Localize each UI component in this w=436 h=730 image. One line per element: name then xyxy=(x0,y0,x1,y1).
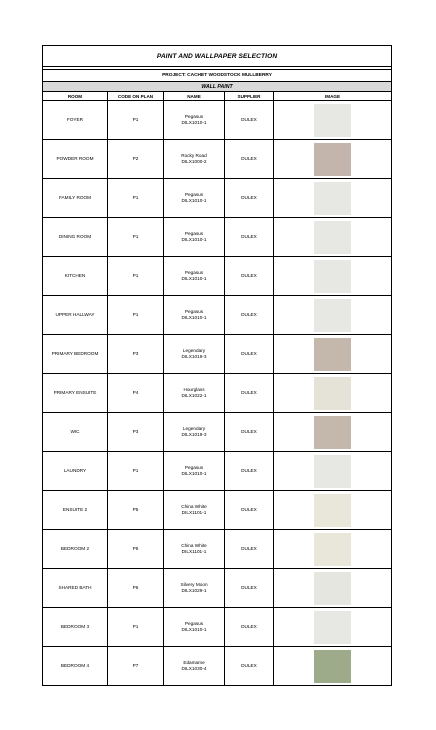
table-row xyxy=(43,452,391,491)
image-cell xyxy=(274,335,391,373)
room-cell: FOYER xyxy=(43,101,108,139)
code-cell: P3 xyxy=(108,335,164,373)
room-cell: WIC xyxy=(43,413,108,451)
code-cell: P3 xyxy=(108,413,164,451)
image-cell xyxy=(274,140,391,178)
project-name: PROJECT: CACHET WOODSTOCK MULLBERRY xyxy=(43,69,391,82)
paint-swatch xyxy=(314,494,351,527)
code-cell: P1 xyxy=(108,608,164,646)
supplier-cell: DULEX xyxy=(225,296,274,334)
paint-name: Legendary xyxy=(182,348,206,354)
table-row xyxy=(43,140,391,179)
paint-name-cell xyxy=(164,140,225,178)
supplier-cell: DULEX xyxy=(225,413,274,451)
paint-product-code: DILX1010-1 xyxy=(181,315,207,320)
table-row xyxy=(43,101,391,140)
paint-swatch xyxy=(314,182,351,215)
code-cell: P5 xyxy=(108,491,164,529)
image-cell xyxy=(274,179,391,217)
paint-product-code: DILX1010-1 xyxy=(181,237,207,242)
paint-swatch xyxy=(314,416,351,449)
room-cell: BEDROOM 3 xyxy=(43,608,108,646)
supplier-cell: DULEX xyxy=(225,101,274,139)
table-body xyxy=(43,101,391,686)
paint-product-code: DILX1010-1 xyxy=(181,471,207,476)
paint-name: Hourglass xyxy=(183,387,205,393)
paint-product-code: DILX1030-4 xyxy=(181,666,207,671)
room-cell: ENSUITE 2 xyxy=(43,491,108,529)
column-header-room: ROOM xyxy=(43,92,108,100)
image-cell xyxy=(274,257,391,295)
table-row xyxy=(43,179,391,218)
room-cell: LAUNDRY xyxy=(43,452,108,490)
image-cell xyxy=(274,296,391,334)
table-row xyxy=(43,647,391,686)
room-cell: FAMILY ROOM xyxy=(43,179,108,217)
image-cell xyxy=(274,608,391,646)
paint-swatch xyxy=(314,533,351,566)
paint-name-cell xyxy=(164,257,225,295)
supplier-cell: DULEX xyxy=(225,530,274,568)
paint-swatch xyxy=(314,143,351,176)
table-row xyxy=(43,335,391,374)
room-cell: SHARED BATH xyxy=(43,569,108,607)
table-header xyxy=(43,92,391,101)
paint-product-code: DILX1010-1 xyxy=(181,276,207,281)
paint-selection-sheet xyxy=(42,45,392,686)
table-row xyxy=(43,218,391,257)
room-cell: BEDROOM 2 xyxy=(43,530,108,568)
table-row xyxy=(43,608,391,647)
room-cell: DINING ROOM xyxy=(43,218,108,256)
supplier-cell: DULEX xyxy=(225,179,274,217)
paint-product-code: DILX1010-1 xyxy=(181,120,207,125)
code-cell: P1 xyxy=(108,218,164,256)
column-header-supplier: SUPPLIER xyxy=(225,92,274,100)
code-cell: P2 xyxy=(108,140,164,178)
supplier-cell: DULEX xyxy=(225,647,274,685)
paint-name-cell xyxy=(164,179,225,217)
paint-name-cell xyxy=(164,101,225,139)
paint-name-cell xyxy=(164,569,225,607)
code-cell: P7 xyxy=(108,647,164,685)
paint-swatch xyxy=(314,572,351,605)
code-cell: P6 xyxy=(108,569,164,607)
paint-product-code: DILX1022-1 xyxy=(181,393,207,398)
code-cell: P1 xyxy=(108,179,164,217)
paint-name: China White xyxy=(181,543,207,549)
image-cell xyxy=(274,413,391,451)
table-row xyxy=(43,413,391,452)
image-cell xyxy=(274,374,391,412)
paint-name-cell xyxy=(164,335,225,373)
paint-name-cell xyxy=(164,530,225,568)
supplier-cell: DULEX xyxy=(225,257,274,295)
paint-swatch xyxy=(314,338,351,371)
paint-name-cell xyxy=(164,608,225,646)
paint-name-cell xyxy=(164,218,225,256)
column-header-name: NAME xyxy=(164,92,225,100)
paint-name-cell xyxy=(164,413,225,451)
paint-name: Rocky Road xyxy=(181,153,207,159)
paint-name: Pegasus xyxy=(184,231,204,237)
room-cell: POWDER ROOM xyxy=(43,140,108,178)
supplier-cell: DULEX xyxy=(225,218,274,256)
document-title: PAINT AND WALLPAPER SELECTION xyxy=(43,46,391,67)
room-cell: KITCHEN xyxy=(43,257,108,295)
paint-name: Edamame xyxy=(183,660,205,666)
image-cell xyxy=(274,101,391,139)
paint-name: Pegasus xyxy=(184,621,204,627)
paint-swatch xyxy=(314,611,351,644)
table-row xyxy=(43,374,391,413)
image-cell xyxy=(274,530,391,568)
image-cell xyxy=(274,569,391,607)
table-row xyxy=(43,296,391,335)
table-row xyxy=(43,569,391,608)
supplier-cell: DULEX xyxy=(225,452,274,490)
paint-swatch xyxy=(314,221,351,254)
room-cell: BEDROOM 4 xyxy=(43,647,108,685)
paint-product-code: DILX1101-1 xyxy=(181,549,207,554)
paint-name: Pegasus xyxy=(184,309,204,315)
paint-name-cell xyxy=(164,491,225,529)
paint-name-cell xyxy=(164,452,225,490)
paint-swatch xyxy=(314,104,351,137)
supplier-cell: DULEX xyxy=(225,335,274,373)
code-cell: P1 xyxy=(108,257,164,295)
paint-swatch xyxy=(314,650,351,683)
supplier-cell: DULEX xyxy=(225,374,274,412)
paint-name: Pegasus xyxy=(184,192,204,198)
image-cell xyxy=(274,647,391,685)
paint-name-cell xyxy=(164,296,225,334)
supplier-cell: DULEX xyxy=(225,608,274,646)
paint-name: Pegasus xyxy=(184,114,204,120)
paint-product-code: DILX1101-1 xyxy=(181,510,207,515)
supplier-cell: DULEX xyxy=(225,491,274,529)
column-header-image: IMAGE xyxy=(324,93,341,99)
code-cell: P1 xyxy=(108,452,164,490)
image-cell xyxy=(274,491,391,529)
paint-product-code: DILX1000-2 xyxy=(181,159,207,164)
section-heading: WALL PAINT xyxy=(43,82,391,92)
code-cell: P5 xyxy=(108,530,164,568)
image-cell xyxy=(274,452,391,490)
supplier-cell: DULEX xyxy=(225,140,274,178)
paint-name: China White xyxy=(181,504,207,510)
paint-name-cell xyxy=(164,374,225,412)
table-row xyxy=(43,491,391,530)
code-cell: P4 xyxy=(108,374,164,412)
code-cell: P1 xyxy=(108,101,164,139)
code-cell: P1 xyxy=(108,296,164,334)
paint-name-cell xyxy=(164,647,225,685)
table-row xyxy=(43,257,391,296)
paint-name: Pegasus xyxy=(184,270,204,276)
paint-product-code: DILX1019-3 xyxy=(181,354,207,359)
paint-swatch xyxy=(314,377,351,410)
paint-product-code: DILX1010-1 xyxy=(181,627,207,632)
table-row xyxy=(43,530,391,569)
paint-name: Silvery Moon xyxy=(180,582,208,588)
paint-product-code: DILX1019-3 xyxy=(181,432,207,437)
room-cell: PRIMARY BEDROOM xyxy=(43,335,108,373)
supplier-cell: DULEX xyxy=(225,569,274,607)
room-cell: PRIMARY ENSUITE xyxy=(43,374,108,412)
paint-product-code: DILX1010-1 xyxy=(181,198,207,203)
paint-name: Pegasus xyxy=(184,465,204,471)
column-header-code: CODE ON PLAN xyxy=(108,92,164,100)
paint-name: Legendary xyxy=(182,426,206,432)
room-cell: UPPER HALLWAY xyxy=(43,296,108,334)
paint-swatch xyxy=(314,455,351,488)
image-cell xyxy=(274,218,391,256)
paint-swatch xyxy=(314,260,351,293)
paint-swatch xyxy=(314,299,351,332)
paint-product-code: DILX1029-1 xyxy=(181,588,207,593)
